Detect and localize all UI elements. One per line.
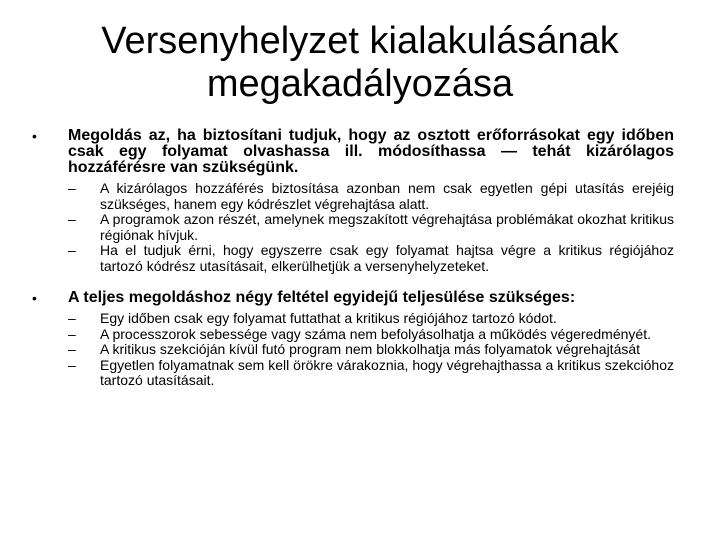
sub-item-text: Egyetlen folyamatnak sem kell örökre várakoznia, hogy végrehajthassa a kritikus szekcióhoz tartozó utasításait.: [100, 356, 674, 388]
dash-marker: –: [68, 310, 76, 326]
bullet-text: Megoldás az, ha biztosítani tudjuk, hogy az osztott erőforrásokat egy időben csak egy folyamat olvashassa ill. módosíthassa — tehát kizárólagos hozzáférésre van szükségünk.: [68, 127, 674, 176]
sub-item: [68, 181, 674, 212]
sub-list: [68, 181, 674, 274]
bullet-text: A teljes megoldáshoz négy feltétel egyidejű teljesülése szükséges:: [68, 289, 576, 306]
sub-item: [68, 212, 674, 243]
bullet-marker: •: [32, 128, 37, 144]
slide-content: [30, 128, 674, 405]
dash-marker: –: [68, 180, 76, 196]
sub-list: [68, 311, 674, 389]
slide-title: [40, 20, 680, 106]
sub-item-text: A programok azon részét, amelynek megszakított végrehajtása problémákat okozhat kritikus régiónak hívjuk.: [100, 211, 674, 243]
sub-item-text: Ha el tudjuk érni, hogy egyszerre csak egy folyamat hajtsa végre a kritikus régiójához tartozó kódrész utasításait, elkerülhetjük a versenyhelyzeteket.: [100, 242, 674, 274]
dash-marker: –: [68, 341, 76, 357]
sub-item: [68, 311, 674, 327]
bullet-item: [30, 128, 674, 176]
sub-item: [68, 342, 674, 358]
title-line-2: megakadályozása: [206, 63, 514, 105]
dash-marker: –: [68, 211, 76, 227]
dash-marker: –: [68, 325, 76, 342]
sub-item-text: A kritikus szekcióján kívül futó program nem blokkolhatja más folyamatok végrehajtását: [100, 341, 641, 357]
dash-marker: –: [68, 356, 76, 373]
sub-item: [68, 327, 674, 343]
sub-item: [68, 358, 674, 389]
title-line-1: Versenyhelyzet kialakulásának: [101, 20, 619, 62]
sub-item-text: Egy időben csak egy folyamat futtathat a kritikus régiójához tartozó kódot.: [100, 310, 557, 326]
bullet-item: [30, 290, 674, 306]
dash-marker: –: [68, 242, 76, 258]
sub-item: [68, 243, 674, 274]
bullet-marker: •: [32, 290, 37, 306]
sub-item-text: A kizárólagos hozzáférés biztosítása azonban nem csak egyetlen gépi utasítás erejéig szükséges, hanem egy kódrészlet végrehajtása alatt.: [100, 180, 674, 212]
sub-item-text: A processzorok sebessége vagy száma nem befolyásolhatja a működés végeredményét.: [100, 325, 651, 342]
